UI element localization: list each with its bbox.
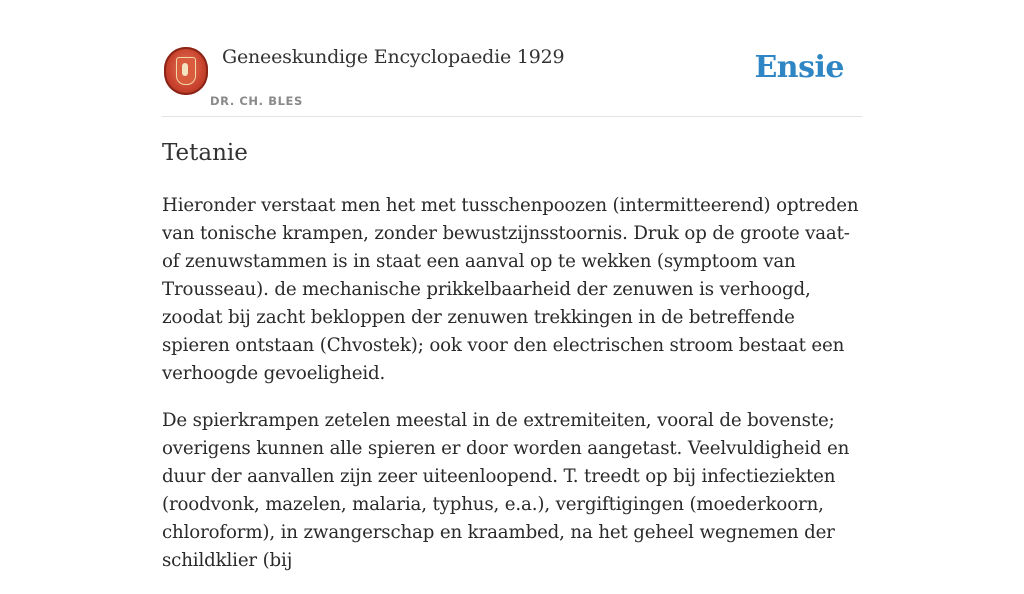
encyclopedia-crest-icon[interactable] <box>164 47 208 95</box>
page <box>162 0 862 571</box>
article-paragraph: De spierkrampen zetelen meestal in de extremiteiten, vooral de bovenste; overigens kunnen alle spieren er door worden aangetast. Veelvuldigheid en duur der aanvallen zijn zeer uiteenloopend. T. treedt op bij infectieziekten (roodvonk, mazelen, malaria, typhus, e.a.), vergiftigingen (moederkoorn, chloroform), in zwangerschap en kraambed, na het geheel wegnemen der schildklier (bij <box>162 410 850 571</box>
crest-shield-icon <box>176 57 196 85</box>
author-name[interactable]: DR. CH. BLES <box>210 94 303 108</box>
article-paragraph: Hieronder verstaat men het met tusschenpoozen (intermitteerend) optreden van tonische krampen, zonder bewustzijnsstoornis. Druk op de groote vaat- of zenuwstammen is in staat een aanval op te wekken (symptoom van Trousseau). de mechanische prikkelbaarheid der zenuwen is verhoogd, zoodat bij zacht bekloppen der zenuwen trekkingen in de betreffende spieren ontstaan (Chvostek); ook voor den electrischen stroom bestaat een verhoogde gevoeligheid. <box>162 195 859 384</box>
brand-logo[interactable]: Ensie <box>754 50 844 85</box>
header <box>162 0 862 117</box>
book-title[interactable]: Geneeskundige Encyclopaedie 1929 <box>222 46 565 68</box>
article-title: Tetanie <box>162 140 248 166</box>
article-body <box>162 192 864 594</box>
